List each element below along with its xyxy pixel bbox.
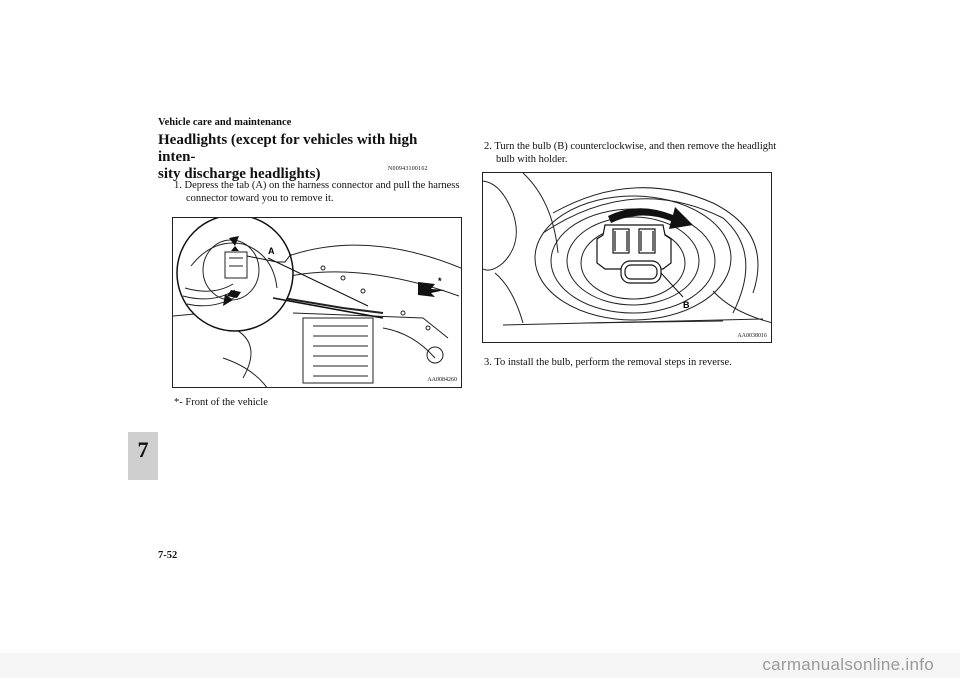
- callout-b: B: [683, 300, 690, 310]
- callout-a: A: [268, 246, 275, 256]
- document-code: N00943100162: [388, 166, 428, 172]
- figure-harness-connector: [172, 217, 462, 388]
- figure-id: AA0084260: [427, 377, 457, 383]
- figure-id: AA0038016: [737, 333, 767, 339]
- engine-bay-illustration: [173, 218, 462, 388]
- step-2-number: 2.: [484, 141, 492, 152]
- title-line-1: Headlights (except for vehicles with high inten-: [158, 132, 418, 165]
- step-1: [174, 179, 476, 205]
- footer-bar: [0, 653, 960, 678]
- chapter-number: 7: [137, 437, 149, 462]
- title-line-2: sity discharge headlights): [158, 166, 321, 182]
- figure-note: *- Front of the vehicle: [174, 397, 268, 408]
- step-3-text: To install the bulb, perform the removal steps in reverse.: [494, 357, 732, 368]
- step-3: [484, 356, 796, 369]
- step-2-text: Turn the bulb (B) counterclockwise, and then remove the headlight bulb with holder.: [494, 141, 777, 165]
- step-2: [484, 140, 788, 166]
- callout-asterisk: *: [438, 276, 442, 286]
- figure-bulb-removal: [482, 172, 772, 343]
- headlight-bulb-illustration: [483, 173, 772, 343]
- page-title: [158, 132, 458, 183]
- step-1-number: 1.: [174, 180, 182, 191]
- section-header: Vehicle care and maintenance: [158, 117, 292, 128]
- step-1-text: Depress the tab (A) on the harness connector and pull the harness connector toward you to remove it.: [184, 180, 460, 204]
- step-3-number: 3.: [484, 357, 492, 368]
- page-number: 7-52: [158, 550, 178, 561]
- watermark-link[interactable]: carmanualsonline.info: [762, 655, 934, 674]
